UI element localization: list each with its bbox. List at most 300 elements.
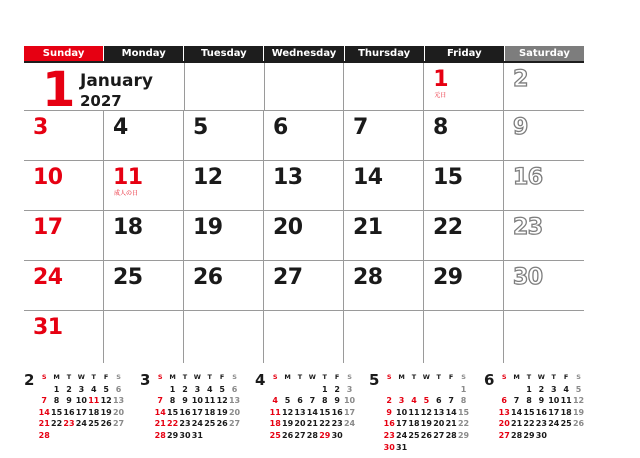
day-number: 11 [113, 165, 143, 190]
mini-day: 23 [383, 430, 395, 440]
day-number: 9 [513, 115, 528, 140]
day-number: 25 [113, 265, 143, 290]
mini-day [281, 384, 293, 396]
mini-day: 5 [575, 384, 582, 394]
mini-weekday: T [436, 373, 441, 381]
mini-day: 11 [269, 407, 281, 417]
mini-day: 7 [41, 396, 47, 406]
day-cell [424, 111, 504, 160]
mini-weekday-row [269, 372, 356, 384]
mini-day: 10 [548, 396, 560, 406]
mini-day: 22 [319, 419, 331, 429]
mini-weekday: W [537, 373, 545, 381]
day-cell [104, 311, 184, 363]
mini-day: 9 [538, 396, 545, 406]
mini-day: 30 [179, 430, 191, 440]
mini-day [548, 430, 560, 442]
day-cell [344, 211, 424, 260]
mini-day: 29 [167, 430, 179, 440]
mini-day: 22 [457, 419, 470, 429]
mini-week-row [498, 407, 585, 419]
mini-month-table [383, 372, 470, 453]
mini-day: 21 [38, 419, 50, 429]
mini-day: 26 [216, 419, 228, 429]
mini-day [154, 384, 166, 396]
mini-weekday: M [284, 373, 291, 381]
mini-day: 3 [78, 384, 85, 394]
mini-day: 12 [572, 396, 585, 406]
mini-day [445, 442, 457, 454]
mini-weekday: S [41, 373, 47, 381]
mini-day [63, 430, 75, 442]
weekday-monday: Monday [104, 46, 183, 61]
mini-day: 30 [535, 430, 547, 440]
mini-day: 14 [511, 407, 523, 417]
mini-day: 19 [100, 407, 112, 417]
mini-day: 9 [66, 396, 72, 406]
week-row [24, 211, 584, 261]
mini-day: 23 [179, 419, 191, 429]
mini-day: 13 [433, 407, 445, 417]
mini-weekday: M [398, 373, 405, 381]
mini-week-row [269, 430, 356, 442]
mini-day: 6 [115, 384, 122, 394]
day-number: 26 [193, 265, 223, 290]
mini-day [100, 430, 112, 442]
mini-month-number: 6 [484, 371, 495, 389]
mini-day: 18 [88, 407, 100, 417]
mini-weekday: F [103, 373, 109, 381]
mini-weekday: T [91, 373, 96, 381]
mini-weekday-row [38, 372, 125, 384]
mini-day: 26 [420, 430, 432, 440]
mini-weekday: F [219, 373, 225, 381]
mini-month-number: 5 [369, 371, 380, 389]
mini-weekday: M [169, 373, 176, 381]
mini-day: 9 [386, 407, 392, 417]
mini-weekday: F [563, 373, 569, 381]
mini-day [408, 384, 420, 396]
day-number: 18 [113, 215, 143, 240]
mini-weekday: S [386, 373, 392, 381]
mini-weekday: S [461, 373, 466, 381]
mini-month-number: 4 [255, 371, 266, 389]
mini-day: 21 [445, 419, 457, 429]
mini-day: 28 [306, 430, 318, 440]
mini-day: 17 [396, 419, 408, 429]
day-cell [504, 261, 584, 310]
mini-day: 5 [103, 384, 109, 394]
mini-day: 18 [408, 419, 420, 429]
mini-day [228, 430, 240, 442]
mini-day: 25 [560, 419, 572, 429]
mini-day: 19 [282, 419, 294, 429]
mini-day: 20 [498, 419, 510, 429]
mini-weekday: F [448, 373, 454, 381]
mini-day: 21 [511, 419, 523, 429]
mini-day: 3 [346, 384, 353, 394]
mini-day: 17 [75, 407, 87, 417]
weekday-wednesday: Wednesday [264, 46, 343, 61]
day-cell [424, 311, 504, 363]
mini-weekday: T [411, 373, 417, 381]
mini-day: 21 [306, 419, 318, 429]
mini-day: 27 [498, 430, 510, 440]
mini-day: 28 [154, 430, 166, 440]
mini-day: 13 [498, 407, 510, 417]
mini-month-table [154, 372, 241, 442]
mini-day: 14 [38, 407, 50, 417]
mini-day: 27 [112, 419, 125, 429]
day-number: 23 [513, 215, 543, 240]
mini-day: 5 [219, 384, 225, 394]
mini-day: 7 [448, 396, 454, 406]
mini-week-row [498, 395, 585, 407]
day-cell [184, 161, 264, 210]
day-number: 27 [273, 265, 303, 290]
mini-weekday: T [66, 373, 72, 381]
mini-day: 9 [334, 396, 340, 406]
mini-day: 4 [411, 396, 417, 406]
holiday-label: 元日 [434, 92, 447, 99]
day-cell [344, 261, 424, 310]
day-cell [424, 211, 504, 260]
mini-day: 1 [169, 384, 176, 394]
mini-day [395, 384, 407, 396]
mini-day: 6 [297, 396, 303, 406]
mini-week-row [498, 430, 585, 442]
mini-day [306, 384, 318, 396]
mini-day: 20 [433, 419, 445, 429]
mini-day [572, 430, 584, 442]
weekday-tuesday: Tuesday [184, 46, 263, 61]
mini-day: 25 [204, 419, 216, 429]
mini-weekday: S [272, 373, 278, 381]
mini-week-row [38, 418, 125, 430]
mini-day: 4 [563, 384, 569, 394]
mini-day [498, 384, 510, 396]
mini-weekday: T [182, 373, 188, 381]
day-number: 5 [193, 115, 208, 140]
mini-week-row [38, 407, 125, 419]
mini-day: 30 [383, 442, 395, 452]
mini-day: 28 [445, 430, 457, 440]
mini-weekday: S [232, 373, 237, 381]
day-number: 31 [33, 315, 63, 340]
mini-day: 20 [294, 419, 306, 429]
mini-day: 11 [88, 396, 100, 406]
mini-day: 22 [167, 419, 179, 429]
mini-day: 16 [331, 407, 343, 417]
mini-day: 8 [321, 396, 328, 406]
mini-day: 16 [383, 419, 395, 429]
week-row [24, 61, 584, 118]
mini-day: 26 [282, 430, 294, 440]
mini-day: 8 [53, 396, 60, 406]
mini-day: 16 [179, 407, 191, 417]
day-number: 12 [193, 165, 223, 190]
mini-day: 2 [334, 384, 340, 394]
mini-day: 1 [526, 384, 532, 394]
mini-month-table [38, 372, 125, 442]
mini-week-row [383, 395, 470, 407]
day-number: 30 [513, 265, 543, 290]
mini-day: 7 [513, 396, 520, 406]
week-row [24, 311, 584, 363]
mini-day: 29 [457, 430, 470, 440]
mini-day: 31 [396, 442, 408, 452]
mini-day: 21 [154, 419, 166, 429]
mini-day: 18 [269, 419, 281, 429]
mini-month-table [269, 372, 356, 442]
mini-day: 15 [523, 407, 535, 417]
day-number: 4 [113, 115, 128, 140]
mini-day: 18 [204, 407, 216, 417]
mini-week-row [38, 384, 125, 396]
day-number: 2 [513, 67, 528, 92]
mini-day: 15 [167, 407, 179, 417]
mini-day: 29 [319, 430, 331, 440]
day-cell [24, 261, 104, 310]
mini-week-row [154, 384, 241, 396]
mini-weekday: S [157, 373, 163, 381]
mini-day: 19 [216, 407, 228, 417]
mini-week-row [38, 395, 125, 407]
mini-day: 23 [63, 419, 75, 429]
day-cell [504, 211, 584, 260]
mini-week-row [498, 384, 585, 396]
mini-weekday: T [526, 373, 532, 381]
mini-day: 19 [420, 419, 432, 429]
mini-day: 7 [157, 396, 163, 406]
day-cell [104, 261, 184, 310]
mini-weekday: F [334, 373, 340, 381]
mini-day [269, 384, 281, 396]
mini-day: 1 [321, 384, 328, 394]
mini-day: 1 [460, 384, 467, 394]
mini-day: 10 [75, 396, 87, 406]
mini-day [457, 442, 469, 454]
mini-day [204, 430, 216, 442]
mini-day: 22 [51, 419, 63, 429]
mini-day: 5 [423, 396, 430, 406]
mini-day: 13 [112, 396, 125, 406]
mini-day: 25 [88, 419, 100, 429]
mini-day: 17 [343, 407, 356, 417]
mini-day: 6 [501, 396, 507, 406]
mini-week-row [154, 407, 241, 419]
mini-day: 18 [560, 407, 572, 417]
mini-day: 15 [51, 407, 63, 417]
mini-day: 28 [511, 430, 523, 440]
day-cell [264, 111, 344, 160]
day-number: 20 [273, 215, 303, 240]
mini-weekday-row [498, 372, 585, 384]
calendar-grid [24, 61, 584, 363]
mini-day: 9 [182, 396, 188, 406]
mini-weekday: T [297, 373, 303, 381]
mini-day [560, 430, 572, 442]
mini-day: 27 [433, 430, 445, 440]
mini-day: 31 [191, 430, 203, 440]
day-cell [424, 63, 504, 110]
mini-calendars [24, 372, 616, 452]
day-cell [504, 311, 584, 363]
day-number: 10 [33, 165, 63, 190]
mini-day: 25 [408, 430, 420, 440]
mini-week-row [269, 418, 356, 430]
holiday-label: 成人の日 [114, 190, 139, 197]
mini-weekday: W [193, 373, 201, 381]
mini-week-row [383, 442, 470, 454]
mini-day [383, 384, 395, 396]
mini-day: 11 [560, 396, 572, 406]
mini-day: 10 [191, 396, 203, 406]
mini-month-number: 2 [24, 371, 35, 389]
mini-day [294, 384, 306, 396]
day-cell [424, 261, 504, 310]
day-number: 3 [33, 115, 48, 140]
mini-week-row [383, 418, 470, 430]
mini-week-row [269, 395, 356, 407]
mini-week-row [383, 384, 470, 396]
mini-day: 27 [228, 419, 241, 429]
mini-day: 2 [538, 384, 545, 394]
mini-week-row [154, 430, 241, 442]
day-cell [344, 161, 424, 210]
weekday-sunday: Sunday [24, 46, 103, 61]
mini-day: 3 [550, 384, 557, 394]
day-number: 15 [433, 165, 463, 190]
mini-day: 16 [535, 407, 547, 417]
mini-day [50, 430, 62, 442]
mini-weekday-row [383, 372, 470, 384]
day-number: 19 [193, 215, 223, 240]
mini-week-row [269, 384, 356, 396]
weekday-saturday: Saturday [505, 46, 584, 61]
day-number: 21 [353, 215, 383, 240]
mini-weekday: T [322, 373, 327, 381]
mini-day: 17 [548, 407, 560, 417]
mini-day: 2 [66, 384, 72, 394]
mini-weekday: M [53, 373, 60, 381]
mini-day: 4 [90, 384, 97, 394]
mini-day: 2 [182, 384, 188, 394]
mini-day: 24 [75, 419, 87, 429]
mini-day: 20 [112, 407, 125, 417]
day-cell [504, 111, 584, 160]
day-number: 22 [433, 215, 463, 240]
mini-weekday-row [154, 372, 241, 384]
day-number: 8 [433, 115, 448, 140]
day-cell [344, 63, 424, 110]
mini-day: 24 [343, 419, 356, 429]
mini-day: 19 [572, 407, 585, 417]
day-cell [264, 161, 344, 210]
mini-day: 22 [523, 419, 535, 429]
mini-week-row [383, 407, 470, 419]
day-cell [104, 211, 184, 260]
day-cell [264, 211, 344, 260]
day-number: 17 [33, 215, 63, 240]
mini-day [216, 430, 228, 442]
day-cell [104, 161, 184, 210]
mini-day: 10 [396, 407, 408, 417]
mini-weekday: S [501, 373, 507, 381]
mini-day: 16 [63, 407, 75, 417]
mini-day: 25 [269, 430, 281, 440]
mini-day: 30 [331, 430, 343, 440]
mini-weekday: W [422, 373, 430, 381]
mini-day [38, 384, 50, 396]
mini-weekday: S [576, 373, 581, 381]
mini-day: 24 [548, 419, 560, 429]
week-row [24, 111, 584, 161]
mini-day [75, 430, 87, 442]
day-cell [344, 311, 424, 363]
mini-month-number: 3 [140, 371, 151, 389]
mini-week-row [383, 430, 470, 442]
week-row [24, 261, 584, 311]
day-number: 14 [353, 165, 383, 190]
day-cell [104, 111, 184, 160]
weekday-thursday: Thursday [345, 46, 424, 61]
mini-day: 12 [216, 396, 228, 406]
mini-weekday: T [551, 373, 556, 381]
mini-day [445, 384, 457, 396]
day-number: 16 [513, 165, 543, 190]
mini-day [408, 442, 420, 454]
day-cell [24, 111, 104, 160]
weekday-friday: Friday [425, 46, 504, 61]
week-row [24, 161, 584, 211]
mini-day: 14 [306, 407, 318, 417]
day-cell [184, 111, 264, 160]
mini-weekday: M [513, 373, 520, 381]
mini-day: 4 [272, 396, 278, 406]
mini-day [88, 430, 100, 442]
mini-day: 24 [191, 419, 203, 429]
day-cell [504, 63, 584, 110]
mini-day: 1 [53, 384, 60, 394]
day-cell [424, 161, 504, 210]
day-cell [24, 62, 185, 118]
day-cell [344, 111, 424, 160]
day-number: 6 [273, 115, 288, 140]
mini-month-table [498, 372, 585, 442]
mini-day [433, 442, 445, 454]
mini-day: 8 [460, 396, 467, 406]
day-number: 28 [353, 265, 383, 290]
day-number: 29 [433, 265, 463, 290]
mini-day: 26 [100, 419, 112, 429]
day-cell [264, 311, 344, 363]
mini-day: 29 [523, 430, 535, 440]
day-cell [24, 211, 104, 260]
mini-week-row [498, 418, 585, 430]
month-year: 2027 [80, 92, 122, 110]
mini-week-row [269, 407, 356, 419]
day-cell [184, 211, 264, 260]
mini-day: 14 [445, 407, 457, 417]
month-name: January [80, 71, 153, 91]
mini-weekday: S [116, 373, 121, 381]
mini-weekday: W [308, 373, 316, 381]
mini-week-row [38, 430, 125, 442]
weekday-header [24, 46, 584, 61]
mini-day: 8 [169, 396, 176, 406]
mini-weekday: W [77, 373, 85, 381]
